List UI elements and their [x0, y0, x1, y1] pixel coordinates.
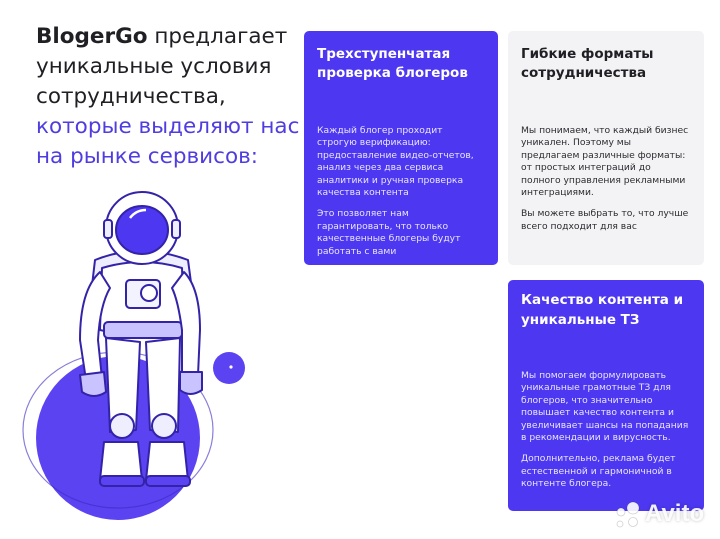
card-paragraph: Это позволяет нам гарантировать, что только качественные блогеры будут работать с вами — [317, 208, 461, 257]
avito-logo-icon — [612, 500, 644, 532]
card-paragraph: Мы помогаем формулировать уникальные грамотные ТЗ для блогеров, что значительно повышает качество контента и увеличивает шансы на попадания в рекомендации и вирусность. — [521, 370, 689, 444]
card-paragraph: Каждый блогер проходит строгую верификацию: предоставление видео-отчетов, анализ через два сервиса аналитики и ручная проверка качества контента — [317, 125, 474, 199]
watermark-text: Avito — [645, 500, 705, 527]
moon-shape — [213, 352, 245, 384]
card-body — [521, 125, 691, 233]
feature-card-formats — [508, 31, 704, 265]
card-paragraph: Мы понимаем, что каждый бизнес уникален. Поэтому мы предлагаем различные форматы: от простых интеграций до полного управления рекламными интеграциями. — [521, 125, 689, 199]
feature-card-verification — [304, 31, 498, 265]
card-body — [317, 125, 485, 258]
feature-card-content-quality — [508, 280, 704, 511]
avito-watermark — [612, 498, 712, 530]
page-headline — [36, 22, 306, 172]
card-paragraph: Дополнительно, реклама будет естественной и гармоничной в контенте блогера. — [521, 453, 676, 490]
headline-accent-text: которые выделяют нас на рынке сервисов: — [36, 114, 300, 169]
headline-text: предлагает уникальные условия сотрудничества, — [36, 24, 288, 109]
brand-name: BlogerGo — [36, 24, 148, 49]
card-body — [521, 370, 691, 491]
card-paragraph: Вы можете выбрать то, что лучше всего подходит для вас — [521, 208, 689, 232]
astronaut-icon — [0, 180, 300, 539]
card-title: Трехступенчатая проверка блогеров — [317, 46, 468, 81]
card-title: Гибкие форматы сотрудничества — [521, 46, 654, 81]
card-title: Качество контента и уникальные ТЗ — [521, 292, 684, 328]
